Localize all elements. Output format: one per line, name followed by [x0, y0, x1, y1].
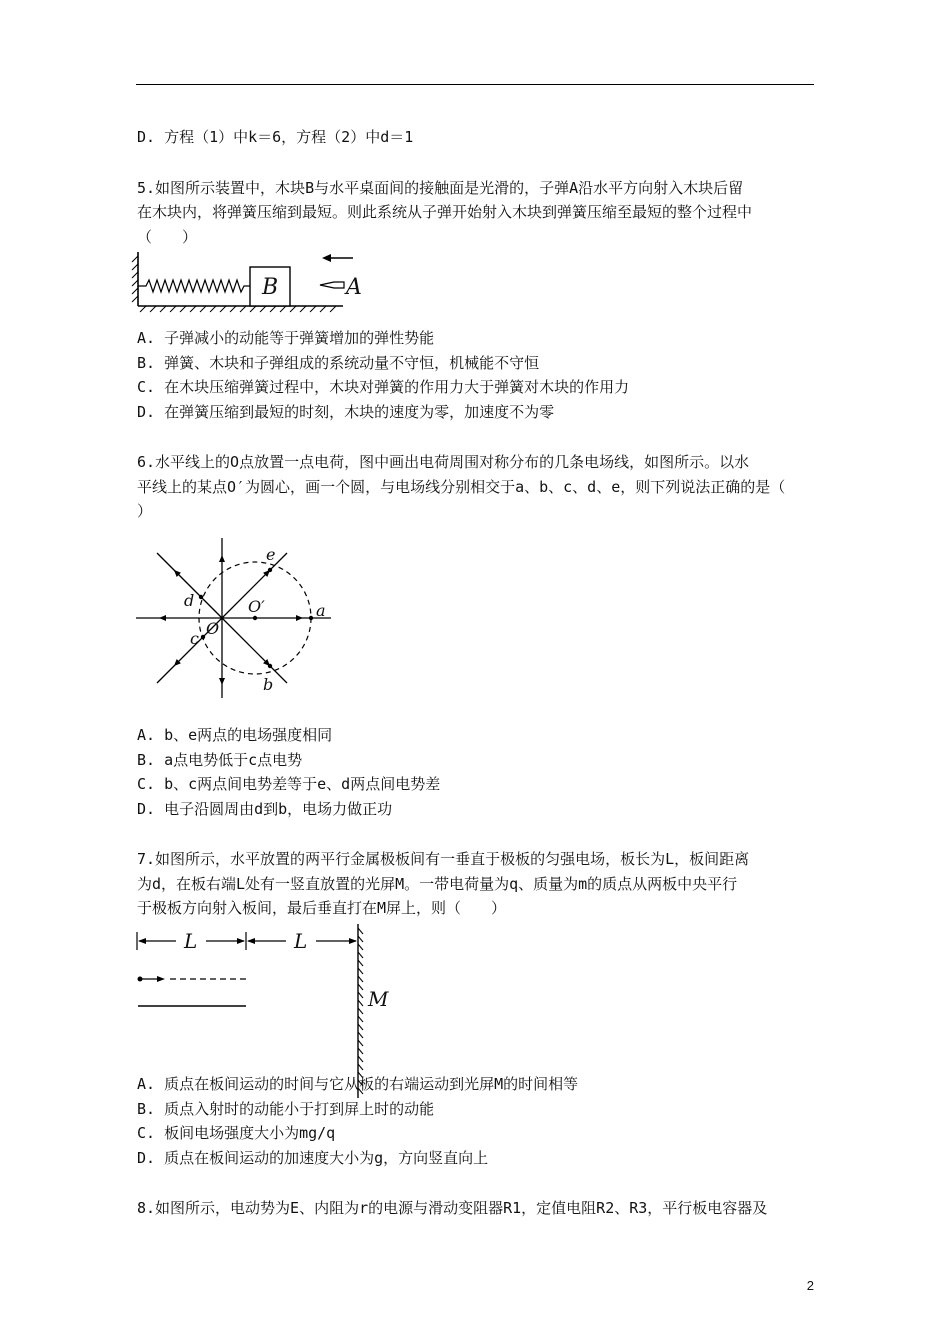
q6-stem-line-2: 平线上的某点O′为圆心，画一个圆，与电场线分别相交于a、b、c、d、e，则下列说法正确的是（	[137, 478, 786, 496]
header-rule	[136, 84, 814, 85]
spring-block-figure	[128, 250, 368, 320]
point-d-label: d	[184, 591, 195, 610]
q7-option-b: B. 质点入射时的动能小于打到屏上时的动能	[137, 1100, 435, 1118]
length-l-label-2: L	[294, 929, 308, 953]
bullet-a-label: A	[346, 275, 362, 300]
q7-option-c: C. 板间电场强度大小为mg/q	[137, 1124, 336, 1142]
q8-stem-line-1: 8.如图所示，电动势为E、内阻为r的电源与滑动变阻器R1，定值电阻R2、R3，平行板电容器及	[137, 1199, 768, 1217]
q7-stem-line-3: 于极板方向射入板间，最后垂直打在M屏上，则（ ）	[137, 899, 507, 917]
point-o-prime-label: O′	[248, 597, 265, 616]
q5-option-b: B. 弹簧、木块和子弹组成的系统动量不守恒，机械能不守恒	[137, 354, 540, 372]
electric-field-figure	[134, 538, 344, 704]
q6-option-a: A. b、e两点的电场强度相同	[137, 726, 333, 744]
q6-option-c: C. b、c两点间电势差等于e、d两点间电势差	[137, 775, 441, 793]
q5-option-a: A. 子弹减小的动能等于弹簧增加的弹性势能	[137, 329, 435, 347]
q6-option-d: D. 电子沿圆周由d到b，电场力做正功	[137, 800, 393, 818]
q5-option-c: C. 在木块压缩弹簧过程中，木块对弹簧的作用力大于弹簧对木块的作用力	[137, 378, 630, 396]
q6-stem-line-3: ）	[137, 502, 153, 520]
point-o-label: O	[206, 619, 220, 638]
q5-stem-line-2: 在木块内，将弹簧压缩到最短。则此系统从子弹开始射入木块到弹簧压缩至最短的整个过程中	[137, 203, 753, 221]
q7-stem-line-1: 7.如图所示，水平放置的两平行金属极板间有一垂直于极板的匀强电场，板长为L，板间距离	[137, 850, 750, 868]
point-e-label: e	[266, 545, 276, 564]
page-number: 2	[806, 1278, 814, 1293]
q6-stem-line-1: 6.水平线上的O点放置一点电荷，图中画出电荷周围对称分布的几条电场线，如图所示。以水	[137, 453, 750, 471]
q7-stem-line-2: 为d，在板右端L处有一竖直放置的光屏M。一带电荷量为q、质量为m的质点从两板中央平行	[137, 875, 738, 893]
q7-option-d: D. 质点在板间运动的加速度大小为g，方向竖直向上	[137, 1149, 489, 1167]
length-l-label-1: L	[184, 929, 198, 953]
option-d-prev: D. 方程（1）中k＝6，方程（2）中d＝1	[137, 128, 414, 146]
q5-stem-line-3: （ ）	[137, 228, 198, 246]
q6-option-b: B. a点电势低于c点电势	[137, 751, 303, 769]
q7-option-a: A. 质点在板间运动的时间与它从板的右端运动到光屏M的时间相等	[137, 1075, 579, 1093]
point-b-label: b	[263, 675, 274, 694]
point-c-label: c	[190, 629, 199, 648]
q5-option-d: D. 在弹簧压缩到最短的时刻，木块的速度为零，加速度不为零	[137, 403, 555, 421]
velocity-arrow-icon	[322, 254, 331, 262]
screen-m-label: M	[368, 987, 389, 1011]
point-a-label: a	[316, 601, 326, 620]
q5-stem-line-1: 5.如图所示装置中，木块B与水平桌面间的接触面是光滑的，子弹A沿水平方向射入木块后留	[137, 179, 744, 197]
block-b-label: B	[262, 275, 279, 300]
